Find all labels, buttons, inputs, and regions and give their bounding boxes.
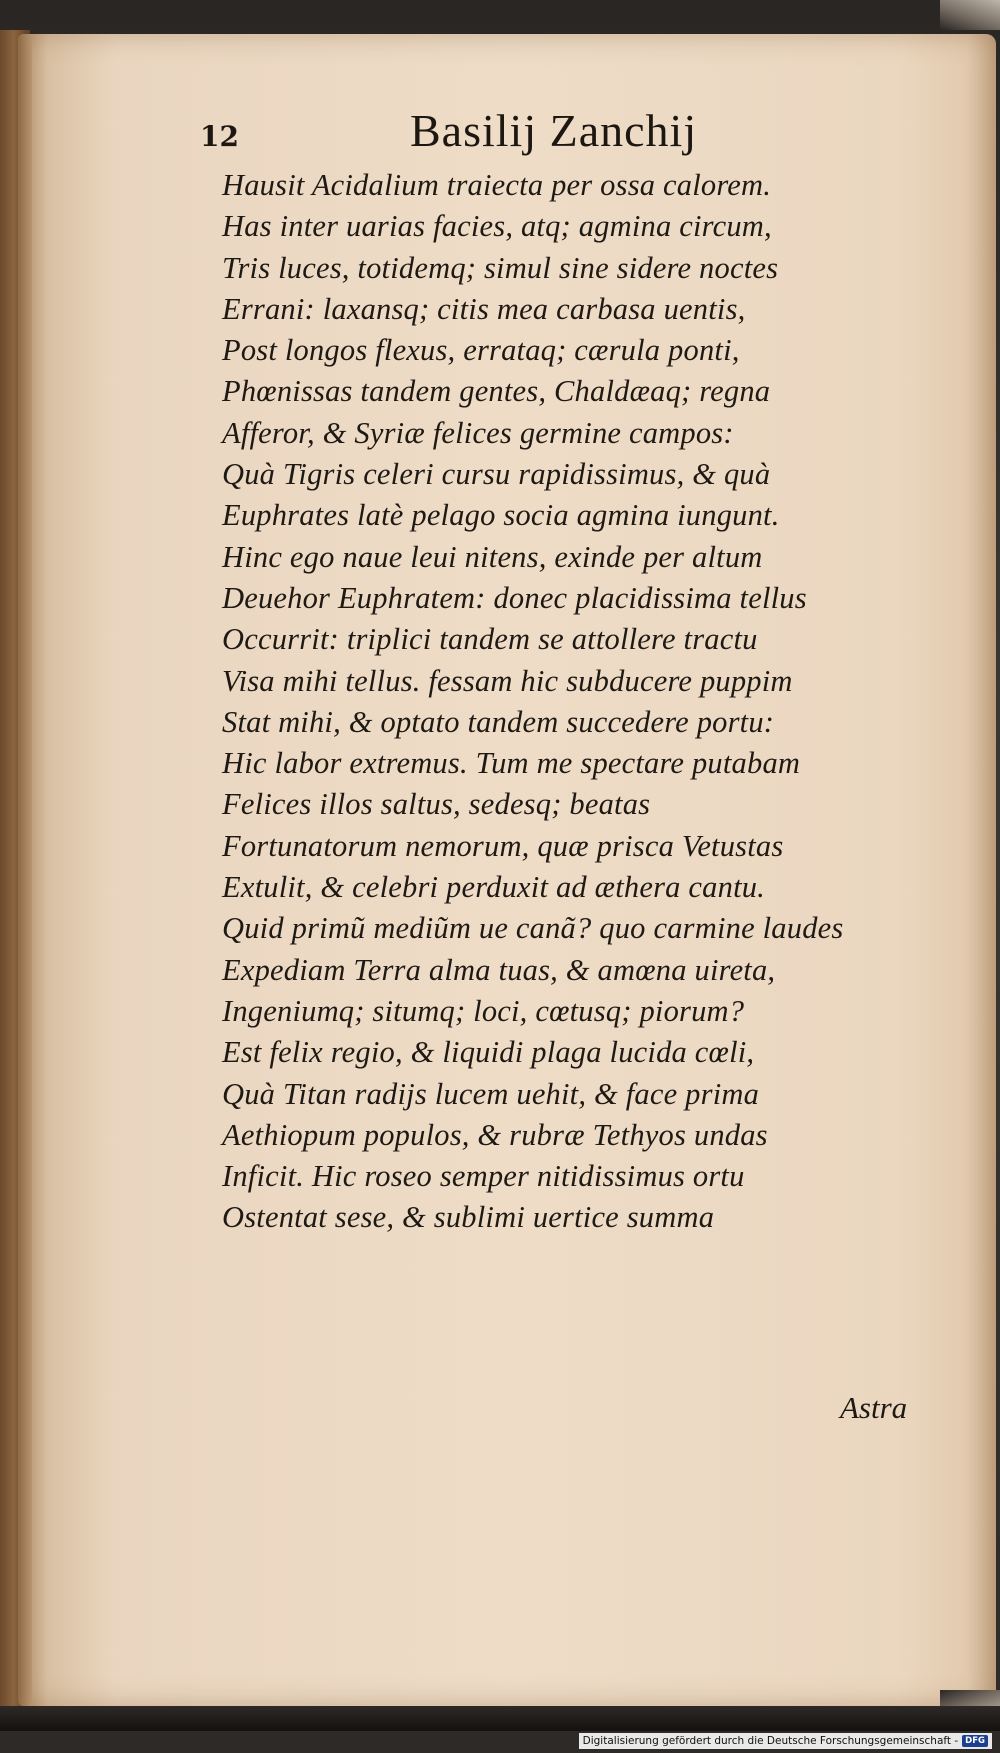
verse-line: Euphrates latè pelago socia agmina iungunt. [222,498,780,533]
verse-line: Phœnissas tandem gentes, Chaldæaq; regna [222,374,771,409]
page-edge [18,34,32,1706]
verse-line: Fortunatorum nemorum, quæ prisca Vetustas [222,828,784,863]
verse-line: Deuehor Euphratem: donec placidissima tellus [222,580,807,615]
page-number: 12 [200,120,239,153]
dfg-logo-icon: DFG [962,1735,988,1747]
verse-line: Felices illos saltus, sedesq; beatas [222,787,651,822]
verse-line: Occurrit: triplici tandem se attollere tractu [222,622,758,657]
scan-bottom-edge [0,1706,1000,1731]
verse-line: Quid primũ mediũm ue canã? quo carmine laudes [222,911,844,946]
running-head [200,100,760,160]
verse-line: Inficit. Hic roseo semper nitidissimus ortu [222,1159,745,1194]
running-title: Basilij Zanchij [410,105,698,156]
verse-line: Hausit Acidalium traiecta per ossa calorem. [222,168,772,202]
verse-line: Stat mihi, & optato tandem succedere portu: [222,704,775,739]
verse-line: Visa mihi tellus. fessam hic subducere puppim [222,663,793,698]
verse-line: Ostentat sese, & sublimi uertice summa [222,1200,715,1235]
verse-line: Hinc ego naue leui nitens, exinde per altum [222,539,763,574]
poem-text [222,165,942,1239]
verse-line: Hic labor extremus. Tum me spectare putabam [222,746,801,781]
verse-line: Quà Tigris celeri cursu rapidissimus, & quà [222,457,771,492]
verse-line: Post longos flexus, errataq; cærula ponti, [222,333,740,368]
verse-line: Errani: laxansq; citis mea carbasa uentis, [222,291,746,326]
verse-line: Afferor, & Syriæ felices germine campos: [222,415,734,450]
credit-text: Digitalisierung gefördert durch die Deutsche Forschungsgemeinschaft - [582,1735,959,1747]
verse-line: Has inter uarias facies, atq; agmina circum, [222,209,772,244]
verse-line: Est felix regio, & liquidi plaga lucida cœli, [222,1035,755,1070]
verse-line: Expediam Terra alma tuas, & amœna uireta, [222,952,776,987]
verse-line: Quà Titan radijs lucem uehit, & face prima [222,1076,760,1111]
verse-line: Extulit, & celebri perduxit ad æthera cantu. [222,870,766,905]
verse-line: Tris luces, totidemq; simul sine sidere noctes [222,250,779,285]
scan-corner-top [940,0,1000,30]
digitization-credit [579,1733,992,1749]
verse-line: Aethiopum populos, & rubræ Tethyos undas [222,1117,768,1152]
verse-line: Ingeniumq; situmq; loci, cœtusq; piorum? [222,993,745,1028]
catchword: Astra [840,1390,908,1425]
